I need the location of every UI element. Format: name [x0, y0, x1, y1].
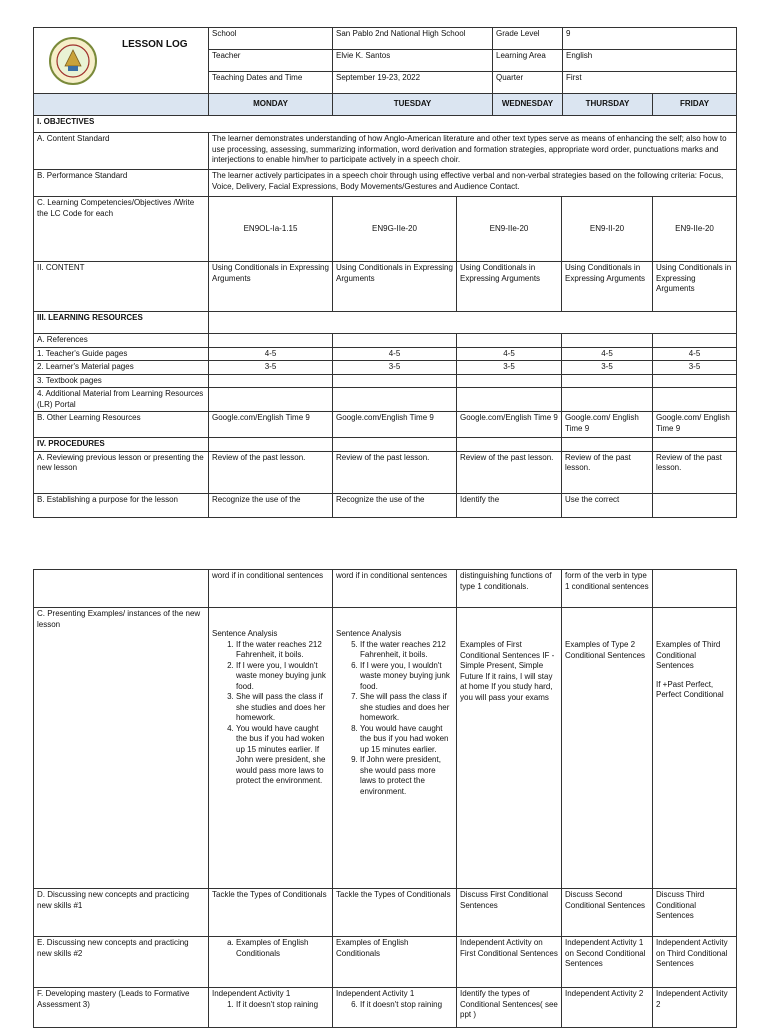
proc-c-monday — [209, 608, 333, 889]
blank-cell — [333, 374, 457, 388]
proc-f-monday — [209, 988, 333, 1028]
procedures-heading: IV. PROCEDURES — [34, 438, 209, 452]
proc-d-tuesday: Tackle the Types of Conditionals — [333, 889, 457, 937]
blank-cell — [209, 438, 333, 452]
day-friday: FRIDAY — [653, 94, 737, 116]
third-conditional-examples: Examples of Third Conditional Sentences — [656, 640, 721, 670]
blank-cell — [457, 388, 562, 412]
proc-f-friday: Independent Activity 2 — [653, 988, 737, 1028]
list-item: 6. If it doesn't stop raining — [360, 1000, 453, 1011]
lc-code-wednesday: EN9-IIe-20 — [457, 197, 562, 262]
proc-b-wednesday-top: Identify the — [457, 493, 562, 517]
blank-cell — [457, 334, 562, 348]
learning-area-label: Learning Area — [493, 50, 563, 72]
page-2 — [0, 566, 768, 1024]
sentence-analysis-title: Sentence Analysis — [336, 629, 402, 638]
proc-b-wednesday-bottom: distinguishing functions of type 1 conditionals. — [457, 570, 562, 608]
lm-tuesday: 3-5 — [333, 361, 457, 375]
proc-d-monday: Tackle the Types of Conditionals — [209, 889, 333, 937]
proc-a-monday: Review of the past lesson. — [209, 451, 333, 493]
content-thursday: Using Conditionals in Expressing Arguments — [562, 262, 653, 312]
tg-tuesday: 4-5 — [333, 347, 457, 361]
lc-code-thursday: EN9-II-20 — [562, 197, 653, 262]
content-standard-label: A. Content Standard — [34, 133, 209, 170]
proc-e-thursday: Independent Activity 1 on Second Conditional Sentences — [562, 937, 653, 988]
first-conditional-examples: Examples of First Conditional Sentences IF - Simple Present, Simple Future If it rains, I will stay at home If you study hard, you will pass your exams — [460, 640, 555, 702]
quarter-value: First — [563, 72, 737, 94]
day-header-blank — [34, 94, 209, 116]
day-monday: MONDAY — [209, 94, 333, 116]
blank-cell — [653, 438, 737, 452]
proc-a-friday: Review of the past lesson. — [653, 451, 737, 493]
content-friday: Using Conditionals in Expressing Arguments — [653, 262, 737, 312]
lm-friday: 3-5 — [653, 361, 737, 375]
blank-cell — [457, 438, 562, 452]
list-item: 3. She will pass the class if she studies and does her homework. — [236, 692, 329, 724]
proc-e-wednesday: Independent Activity on First Conditional Sentences — [457, 937, 562, 988]
sentence-analysis-title: Sentence Analysis — [212, 629, 278, 638]
school-label: School — [209, 28, 333, 50]
day-thursday: THURSDAY — [563, 94, 653, 116]
proc-a-label: A. Reviewing previous lesson or presenting the new lesson — [34, 451, 209, 493]
resources-heading-blank — [209, 312, 737, 334]
school-value: San Pablo 2nd National High School — [333, 28, 493, 50]
proc-e-monday — [209, 937, 333, 988]
school-seal-logo — [48, 36, 98, 86]
lesson-log-title: LESSON LOG — [122, 39, 188, 50]
proc-c-label: C. Presenting Examples/ instances of the new lesson — [34, 608, 209, 889]
teacher-value: Elvie K. Santos — [333, 50, 493, 72]
references-label: A. References — [34, 334, 209, 348]
proc-e-friday: Independent Activity on Third Conditional Sentences — [653, 937, 737, 988]
proc-b-tuesday-top: Recognize the use of the — [333, 493, 457, 517]
blank-cell — [209, 388, 333, 412]
list-item: a. Examples of English Conditionals — [236, 938, 329, 959]
content-standard-text: The learner demonstrates understanding of how Anglo-American literature and other text types serve as means of enhancing the self; also how to use processing, assessing, summarizing information, word derivation and formation strategies, appropriate word order, punctuations marks and interjections to enable him/her to participate actively in a speech choir. — [209, 133, 737, 170]
content-monday: Using Conditionals in Expressing Arguments — [209, 262, 333, 312]
performance-standard-text: The learner actively participates in a speech choir through using effective verbal and non-verbal strategies based on the following criteria: Focus, Voice, Delivery, Facial Expressions, Body Movements/Gestures and Audience Contact. — [209, 170, 737, 197]
lm-label: 2. Learner's Material pages — [34, 361, 209, 375]
other-resources-thursday: Google.com/ English Time 9 — [562, 412, 653, 438]
content-label: II. CONTENT — [34, 262, 209, 312]
f-monday-list — [212, 1000, 329, 1011]
blank-cell — [333, 438, 457, 452]
blank-cell — [209, 334, 333, 348]
objectives-heading: I. OBJECTIVES — [34, 116, 737, 133]
competencies-label: C. Learning Competencies/Objectives /Write the LC Code for each — [34, 197, 209, 262]
lm-monday: 3-5 — [209, 361, 333, 375]
proc-c-wednesday — [457, 608, 562, 889]
other-resources-friday: Google.com/ English Time 9 — [653, 412, 737, 438]
proc-a-tuesday: Review of the past lesson. — [333, 451, 457, 493]
proc-e-tuesday: Examples of English Conditionals — [333, 937, 457, 988]
proc-b-monday-top: Recognize the use of the — [209, 493, 333, 517]
other-resources-label: B. Other Learning Resources — [34, 412, 209, 438]
tg-label: 1. Teacher's Guide pages — [34, 347, 209, 361]
learning-area-value: English — [563, 50, 737, 72]
proc-b-label: B. Establishing a purpose for the lesson — [34, 493, 209, 517]
proc-f-label: F. Developing mastery (Leads to Formative Assessment 3) — [34, 988, 209, 1028]
lm-thursday: 3-5 — [562, 361, 653, 375]
proc-b-friday-top — [653, 493, 737, 517]
blank-cell — [562, 388, 653, 412]
sentence-list-tuesday — [336, 640, 453, 798]
additional-material-label: 4. Additional Material from Learning Resources (LR) Portal — [34, 388, 209, 412]
e-monday-list — [212, 938, 329, 959]
tg-friday: 4-5 — [653, 347, 737, 361]
lc-code-friday: EN9-IIe-20 — [653, 197, 737, 262]
proc-d-thursday: Discuss Second Conditional Sentences — [562, 889, 653, 937]
lesson-log-table-page1 — [33, 27, 737, 116]
proc-b-tuesday-bottom: word if in conditional sentences — [333, 570, 457, 608]
list-item: 8. You would have caught the bus if you had woken up 15 minutes earlier. — [360, 724, 453, 756]
activity-title: Independent Activity 1 — [336, 989, 415, 998]
logo-title-cell — [34, 28, 209, 94]
blank-cell — [562, 438, 653, 452]
blank-cell — [333, 388, 457, 412]
day-tuesday: TUESDAY — [333, 94, 493, 116]
list-item: 4. You would have caught the bus if you had woken up 15 minutes earlier. If John were president, she would pass more laws to protect the environment. — [236, 724, 329, 787]
proc-c-thursday — [562, 608, 653, 889]
list-item: 1. If the water reaches 212 Fahrenheit, it boils. — [236, 640, 329, 661]
proc-a-wednesday: Review of the past lesson. — [457, 451, 562, 493]
blank-cell — [653, 374, 737, 388]
content-tuesday: Using Conditionals in Expressing Arguments — [333, 262, 457, 312]
proc-b-thursday-top: Use the correct — [562, 493, 653, 517]
lc-code-tuesday: EN9G-IIe-20 — [333, 197, 457, 262]
list-item: 9. If John were president, she would pass more laws to protect the environment. — [360, 755, 453, 797]
grade-level-label: Grade Level — [493, 28, 563, 50]
performance-standard-label: B. Performance Standard — [34, 170, 209, 197]
blank-cell — [209, 374, 333, 388]
resources-heading: III. LEARNING RESOURCES — [34, 312, 209, 334]
blank-cell — [562, 374, 653, 388]
proc-d-friday: Discuss Third Conditional Sentences — [653, 889, 737, 937]
procedures-table-page2 — [33, 569, 737, 1028]
dates-label: Teaching Dates and Time — [209, 72, 333, 94]
list-item: 5. If the water reaches 212 Fahrenheit, it boils. — [360, 640, 453, 661]
textbook-label: 3. Textbook pages — [34, 374, 209, 388]
type2-examples: Examples of Type 2 Conditional Sentences — [565, 640, 646, 660]
proc-f-thursday: Independent Activity 2 — [562, 988, 653, 1028]
sentence-list-monday — [212, 640, 329, 787]
tg-thursday: 4-5 — [562, 347, 653, 361]
objectives-table — [33, 115, 737, 518]
lm-wednesday: 3-5 — [457, 361, 562, 375]
blank-cell — [34, 570, 209, 608]
proc-b-thursday-bottom: form of the verb in type 1 conditional sentences — [562, 570, 653, 608]
list-item: 2. If I were you, I wouldn't waste money buying junk food. — [236, 661, 329, 693]
blank-cell — [333, 334, 457, 348]
tg-wednesday: 4-5 — [457, 347, 562, 361]
other-resources-wednesday: Google.com/English Time 9 — [457, 412, 562, 438]
tg-monday: 4-5 — [209, 347, 333, 361]
proc-c-tuesday — [333, 608, 457, 889]
other-resources-tuesday: Google.com/English Time 9 — [333, 412, 457, 438]
proc-e-label: E. Discussing new concepts and practicing new skills #2 — [34, 937, 209, 988]
lc-code-monday: EN9OL-Ia-1.15 — [209, 197, 333, 262]
blank-cell — [653, 334, 737, 348]
other-resources-monday: Google.com/English Time 9 — [209, 412, 333, 438]
quarter-label: Quarter — [493, 72, 563, 94]
blank-cell — [457, 374, 562, 388]
proc-d-wednesday: Discuss First Conditional Sentences — [457, 889, 562, 937]
proc-b-friday-bottom — [653, 570, 737, 608]
list-item: 1. If it doesn't stop raining — [236, 1000, 329, 1011]
proc-a-thursday: Review of the past lesson. — [562, 451, 653, 493]
dates-value: September 19-23, 2022 — [333, 72, 493, 94]
list-item: 6. If I were you, I wouldn't waste money buying junk food. — [360, 661, 453, 693]
f-tuesday-list — [336, 1000, 453, 1011]
proc-f-wednesday: Identify the types of Conditional Sentences( see ppt ) — [457, 988, 562, 1028]
blank-cell — [653, 388, 737, 412]
proc-c-friday — [653, 608, 737, 889]
activity-title: Independent Activity 1 — [212, 989, 291, 998]
blank-cell — [562, 334, 653, 348]
third-conditional-formula: If +Past Perfect, Perfect Conditional — [656, 679, 724, 699]
list-item: 7. She will pass the class if she studies and does her homework. — [360, 692, 453, 724]
content-wednesday: Using Conditionals in Expressing Arguments — [457, 262, 562, 312]
day-wednesday: WEDNESDAY — [493, 94, 563, 116]
proc-b-monday-bottom: word if in conditional sentences — [209, 570, 333, 608]
proc-d-label: D. Discussing new concepts and practicing new skills #1 — [34, 889, 209, 937]
proc-f-tuesday — [333, 988, 457, 1028]
teacher-label: Teacher — [209, 50, 333, 72]
grade-level-value: 9 — [563, 28, 737, 50]
